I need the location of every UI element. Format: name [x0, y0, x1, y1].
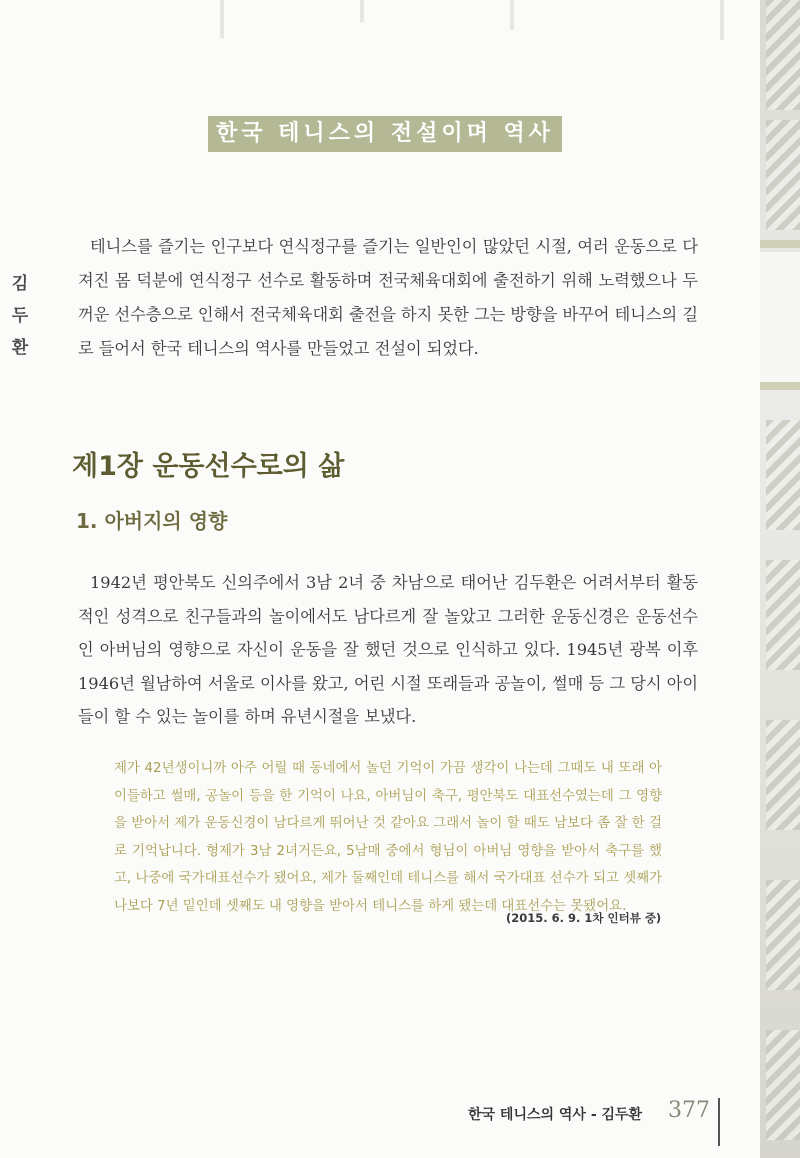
side-name-char: 김	[11, 274, 29, 294]
side-author-name	[8, 268, 32, 364]
side-decoration-strip	[760, 0, 800, 1158]
footer-book-title: 한국 테니스의 역사 - 김두환	[468, 1107, 643, 1123]
side-name-tab	[760, 252, 800, 382]
quote-source: (2015. 6. 9. 1차 인터뷰 중)	[506, 911, 662, 925]
side-name-char: 환	[11, 338, 29, 358]
intro-paragraph: 테니스를 즐기는 인구보다 연식정구를 즐기는 일반인이 많았던 시절, 여러 운동으로 다져진 몸 덕분에 연식정구 선수로 활동하며 전국체육대회에 출전하기 위해 노력했으나 두꺼운 선수층으로 인해서 전국체육대회 출전을 하지 못한 그는 방향을 바꾸어 테니스의 길로 들어서 한국 테니스의 역사를 만들었고 전설이 되었다.	[78, 237, 698, 359]
footer-divider	[718, 1098, 720, 1146]
top-decoration	[180, 0, 740, 60]
body-paragraph: 1942년 평안북도 신의주에서 3남 2녀 중 차남으로 태어난 김두환은 어려서부터 활동적인 성격으로 친구들과의 놀이에서도 남다르게 잘 놀았고 그러한 운동신경은 운동선수인 아버님의 영향으로 자신이 운동을 잘 했던 것으로 인식하고 있다. 1945년 광복 이후 1946년 월남하여 서울로 이사를 왔고, 어린 시절 또래들과 공놀이, 썰매 등 그 당시 아이들이 할 수 있는 놀이를 하며 유년시절을 보냈다.	[78, 573, 698, 727]
page-number: 377	[668, 1098, 710, 1123]
chapter-title-banner: 한국 테니스의 전설이며 역사	[208, 116, 562, 152]
side-name-char: 두	[11, 306, 29, 326]
interview-quote: 제가 42년생이니까 아주 어릴 때 동네에서 놀던 기억이 가끔 생각이 나는데 그때도 내 또래 아이들하고 썰매, 공놀이 등을 한 기억이 나요, 아버님이 축구, 평안북도 대표선수였는데 그 영향을 받아서 제가 운동신경이 남다르게 뛰어난 것 같아요 그래서 놀이 할 때도 남보다 좀 잘 한 걸로 기억납니다. 형제가 3남 2녀거든요, 5남매 중에서 형님이 아버님 영향을 받아서 축구를 했고, 나중에 국가대표선수가 됐어요, 제가 둘째인데 테니스를 해서 국가대표 선수가 되고 셋째가 나보다 7년 밑인데 셋째도 내 영향을 받아서 테니스를 하게 됐는데 대표선수는 못됐어요.	[114, 761, 662, 914]
section-heading: 1. 아버지의 영향	[76, 509, 228, 533]
chapter-heading: 제1장 운동선수로의 삶	[72, 451, 345, 482]
